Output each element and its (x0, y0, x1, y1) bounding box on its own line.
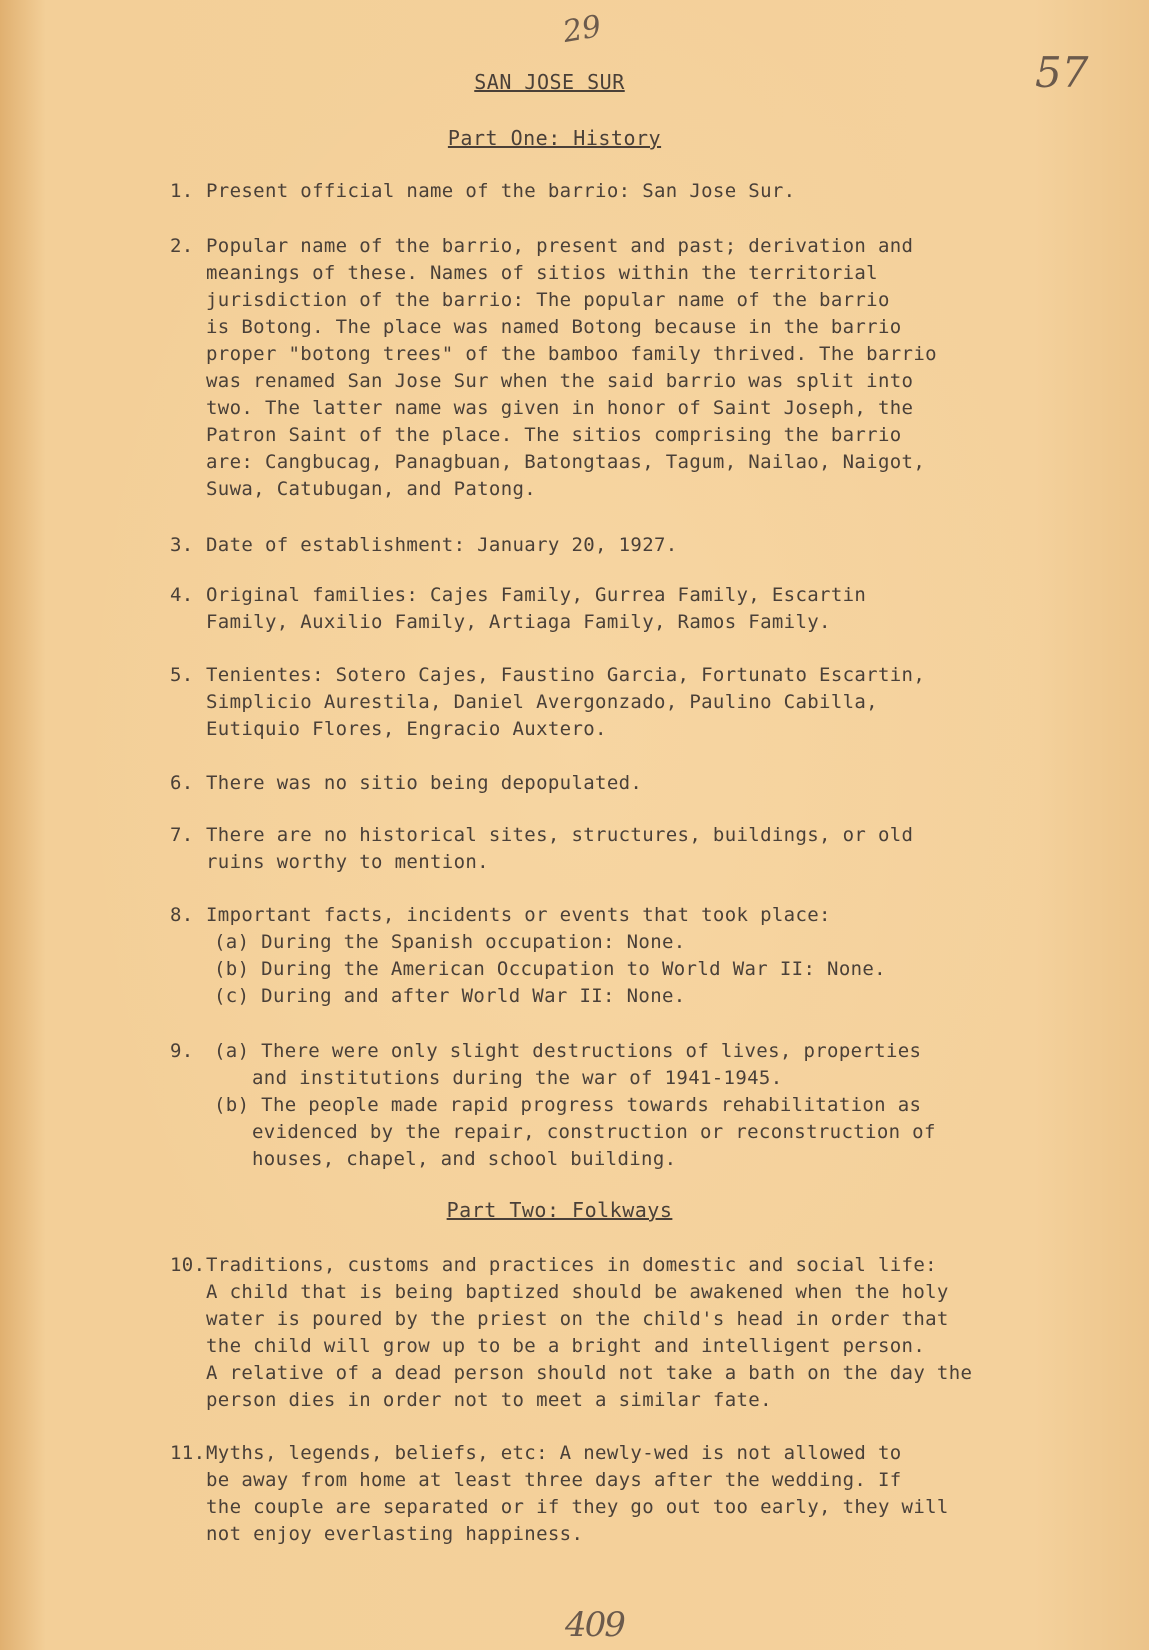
sub-item: (b) The people made rapid progress towards rehabilitation as evidenced by the repair, construction or reconstruction of houses, chapel, and school building. (214, 1094, 936, 1170)
item-3 (170, 532, 1090, 559)
item-2 (170, 233, 1090, 503)
item-5 (170, 662, 1090, 743)
document-title: SAN JOSE SUR (474, 70, 625, 94)
item-7 (170, 822, 1090, 876)
sub-item: (c) During and after World War II: None. (214, 985, 686, 1007)
item-text: Myths, legends, beliefs, etc: A newly-wed is not allowed to be away from home at least three days after the wedding. If the couple are separated or if they go out too early, they will not enjoy everlasting happiness. (206, 1442, 949, 1545)
item-number: 4. (170, 584, 194, 606)
item-number: 9. (170, 1040, 194, 1062)
item-number: 5. (170, 664, 194, 686)
item-number: 1. (170, 180, 194, 202)
item-text: Popular name of the barrio, present and past; derivation and meanings of these. Names of sitios within the territorial jurisdiction of the barrio: The popular name of the barrio is Botong. The place was named Botong because in the barrio proper "botong trees" of the bamboo family thrived. The barrio was renamed San Jose Sur when the said barrio was split into two. The latter name was given in honor of Saint Joseph, the Patron Saint of the place. The sitios comprising the barrio are: Cangbucag, Panagbuan, Batongtaas, Tagum, Nailao, Naigot, Suwa, Catubugan, and Patong. (206, 235, 937, 500)
item-10 (170, 1252, 1090, 1414)
item-text: Tenientes: Sotero Cajes, Faustino Garcia, Fortunato Escartin, Simplicio Aurestila, Daniel Avergonzado, Paulino Cabilla, Eutiquio Flores, Engracio Auxtero. (206, 664, 926, 740)
sub-item: (b) During the American Occupation to World War II: None. (214, 958, 886, 980)
sub-item: (a) During the Spanish occupation: None. (214, 931, 686, 953)
item-text: There are no historical sites, structures, buildings, or old ruins worthy to mention. (206, 824, 914, 873)
item-6 (170, 770, 1090, 797)
item-1 (170, 178, 1090, 205)
handwritten-bottom-mark: 409 (565, 1605, 624, 1645)
item-number: 7. (170, 824, 194, 846)
item-text: Present official name of the barrio: San Jose Sur. (206, 180, 796, 202)
item-9 (170, 1038, 1090, 1173)
item-number: 3. (170, 534, 194, 556)
item-number: 10. (170, 1254, 206, 1276)
sub-item: (a) There were only slight destructions of lives, properties and institutions during the war of 1941-1945. (214, 1040, 922, 1089)
part-two-heading: Part Two: Folkways (446, 1198, 673, 1222)
item-text: Date of establishment: January 20, 1927. (206, 534, 678, 556)
item-text: Traditions, customs and practices in domestic and social life: A child that is being baptized should be awakened when the holy water is poured by the priest on the child's head in order that the child will grow up to be a bright and intelligent person. A relative of a dead person should not take a bath on the day the person dies in order not to meet a similar fate. (206, 1254, 973, 1411)
item-11 (170, 1440, 1090, 1548)
item-8 (170, 902, 1090, 1010)
item-number: 11. (170, 1442, 206, 1464)
item-text: There was no sitio being depopulated. (206, 772, 643, 794)
item-number: 2. (170, 235, 194, 257)
item-4 (170, 582, 1090, 636)
item-number: 8. (170, 904, 194, 926)
item-number: 6. (170, 772, 194, 794)
item-text: Original families: Cajes Family, Gurrea Family, Escartin Family, Auxilio Family, Artiaga Family, Ramos Family. (206, 584, 867, 633)
part-one-heading: Part One: History (447, 126, 662, 150)
handwritten-top-mark: 29 (560, 8, 604, 51)
handwritten-page-number: 57 (1035, 48, 1089, 97)
item-text: Important facts, incidents or events that took place: (206, 904, 831, 926)
